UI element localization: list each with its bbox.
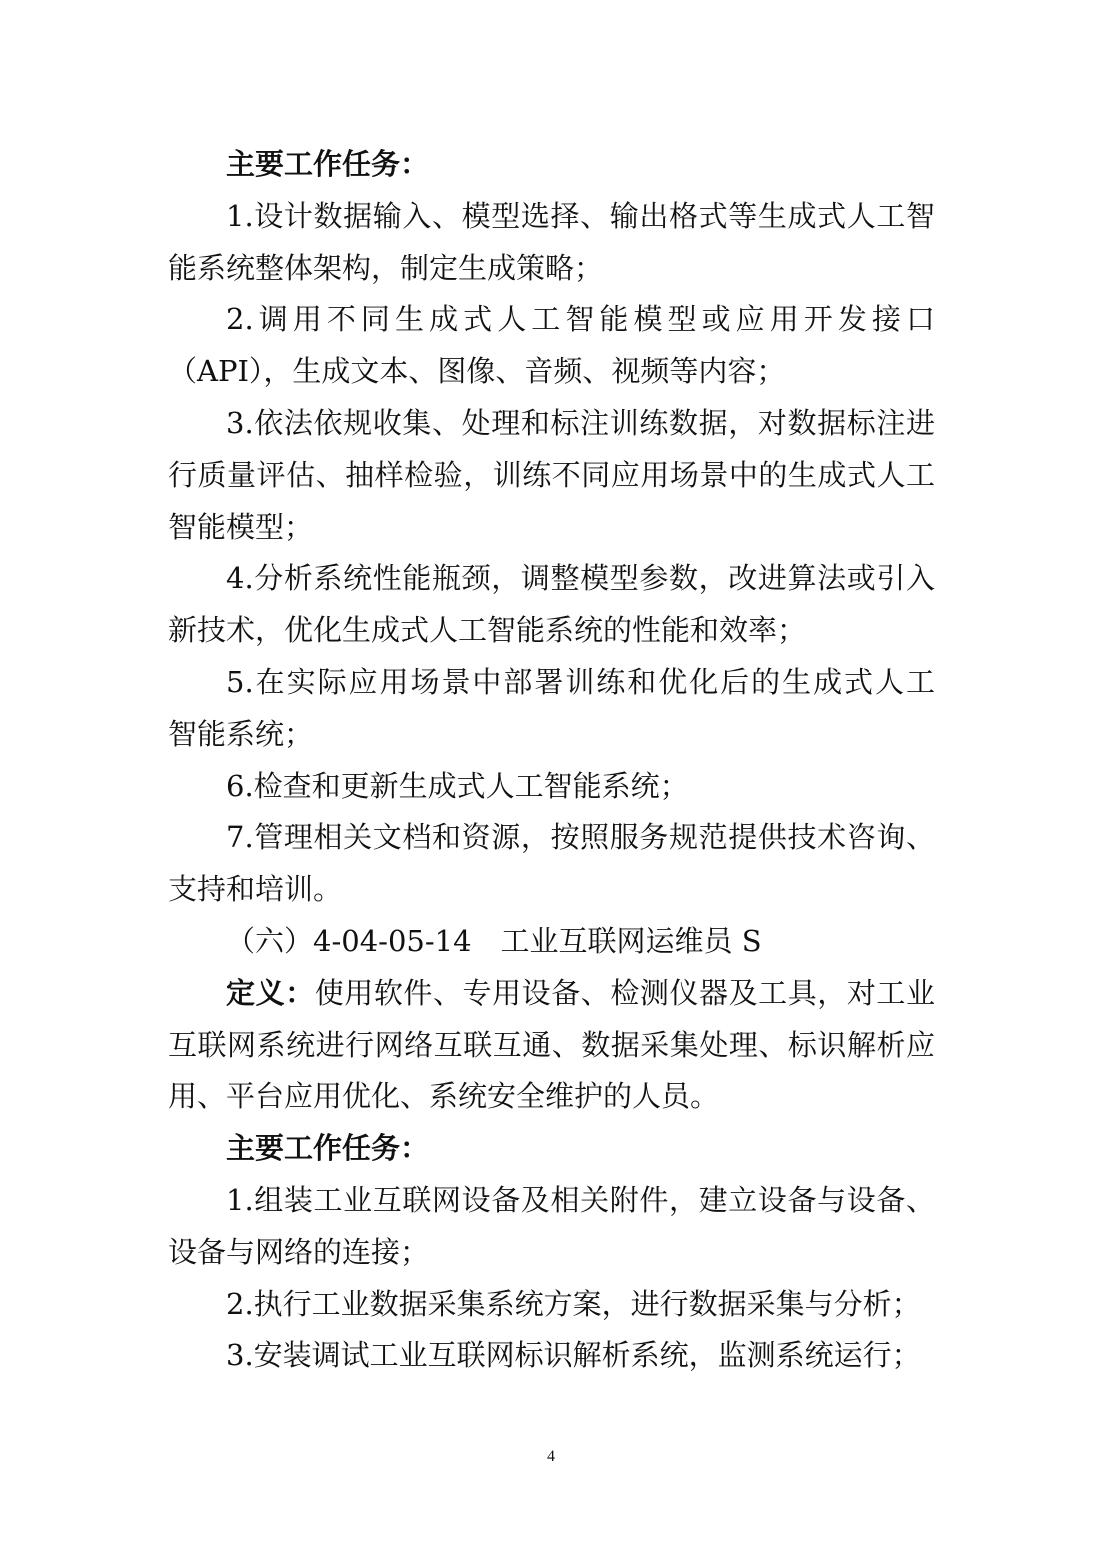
task-1-line-2: 能系统整体架构，制定生成策略； bbox=[168, 250, 604, 285]
task-3-line-1: 3.依法依规收集、处理和标注训练数据，对数据标注进 bbox=[226, 405, 935, 440]
section-heading-tasks-1 bbox=[168, 139, 935, 191]
definition-line-1 bbox=[168, 968, 935, 1020]
task-4-line-1: 4.分析系统性能瓶颈，调整模型参数，改进算法或引入 bbox=[226, 561, 935, 596]
page-number: 4 bbox=[547, 1448, 555, 1465]
definition-text: 使用软件、专用设备、检测仪器及工具，对工业 bbox=[314, 975, 935, 1010]
ops-task-3-line-1: 3.安装调试工业互联网标识解析系统，监测系统运行； bbox=[226, 1338, 921, 1373]
task-3-line-2: 行质量评估、抽样检验，训练不同应用场景中的生成式人工 bbox=[168, 457, 935, 492]
task-2-line-2: （API），生成文本、图像、音频、视频等内容； bbox=[168, 354, 786, 389]
occupation-title: （六）4-04-05-14 工业互联网运维员 S bbox=[226, 923, 762, 958]
document-body bbox=[168, 139, 935, 1382]
task-7-line-1: 7.管理相关文档和资源，按照服务规范提供技术咨询、 bbox=[226, 820, 935, 855]
task-1-line-1: 1.设计数据输入、模型选择、输出格式等生成式人工智 bbox=[226, 198, 935, 233]
ops-task-1-line-1: 1.组装工业互联网设备及相关附件，建立设备与设备、 bbox=[226, 1182, 935, 1217]
task-4-line-2: 新技术，优化生成式人工智能系统的性能和效率； bbox=[168, 613, 807, 648]
definition-line-2: 互联网系统进行网络互联互通、数据采集处理、标识解析应 bbox=[168, 1027, 935, 1062]
task-3-line-3: 智能模型； bbox=[168, 509, 314, 544]
heading-text: 主要工作任务： bbox=[226, 1131, 430, 1166]
task-7-line-2: 支持和培训。 bbox=[168, 872, 343, 907]
definition-label: 定义： bbox=[226, 975, 315, 1010]
task-2-line-1: 2.调用不同生成式人工智能模型或应用开发接口 bbox=[226, 302, 935, 337]
ops-task-1-line-2: 设备与网络的连接； bbox=[168, 1234, 430, 1269]
heading-text: 主要工作任务： bbox=[226, 147, 430, 181]
task-5-line-2: 智能系统； bbox=[168, 716, 314, 751]
ops-task-2-line-1: 2.执行工业数据采集系统方案，进行数据采集与分析； bbox=[226, 1286, 921, 1321]
section-heading-tasks-2 bbox=[168, 1123, 935, 1175]
task-5-line-1: 5.在实际应用场景中部署训练和优化后的生成式人工 bbox=[226, 664, 935, 699]
definition-line-3: 用、平台应用优化、系统安全维护的人员。 bbox=[168, 1079, 720, 1114]
task-6-line-1: 6.检查和更新生成式人工智能系统； bbox=[226, 768, 689, 803]
